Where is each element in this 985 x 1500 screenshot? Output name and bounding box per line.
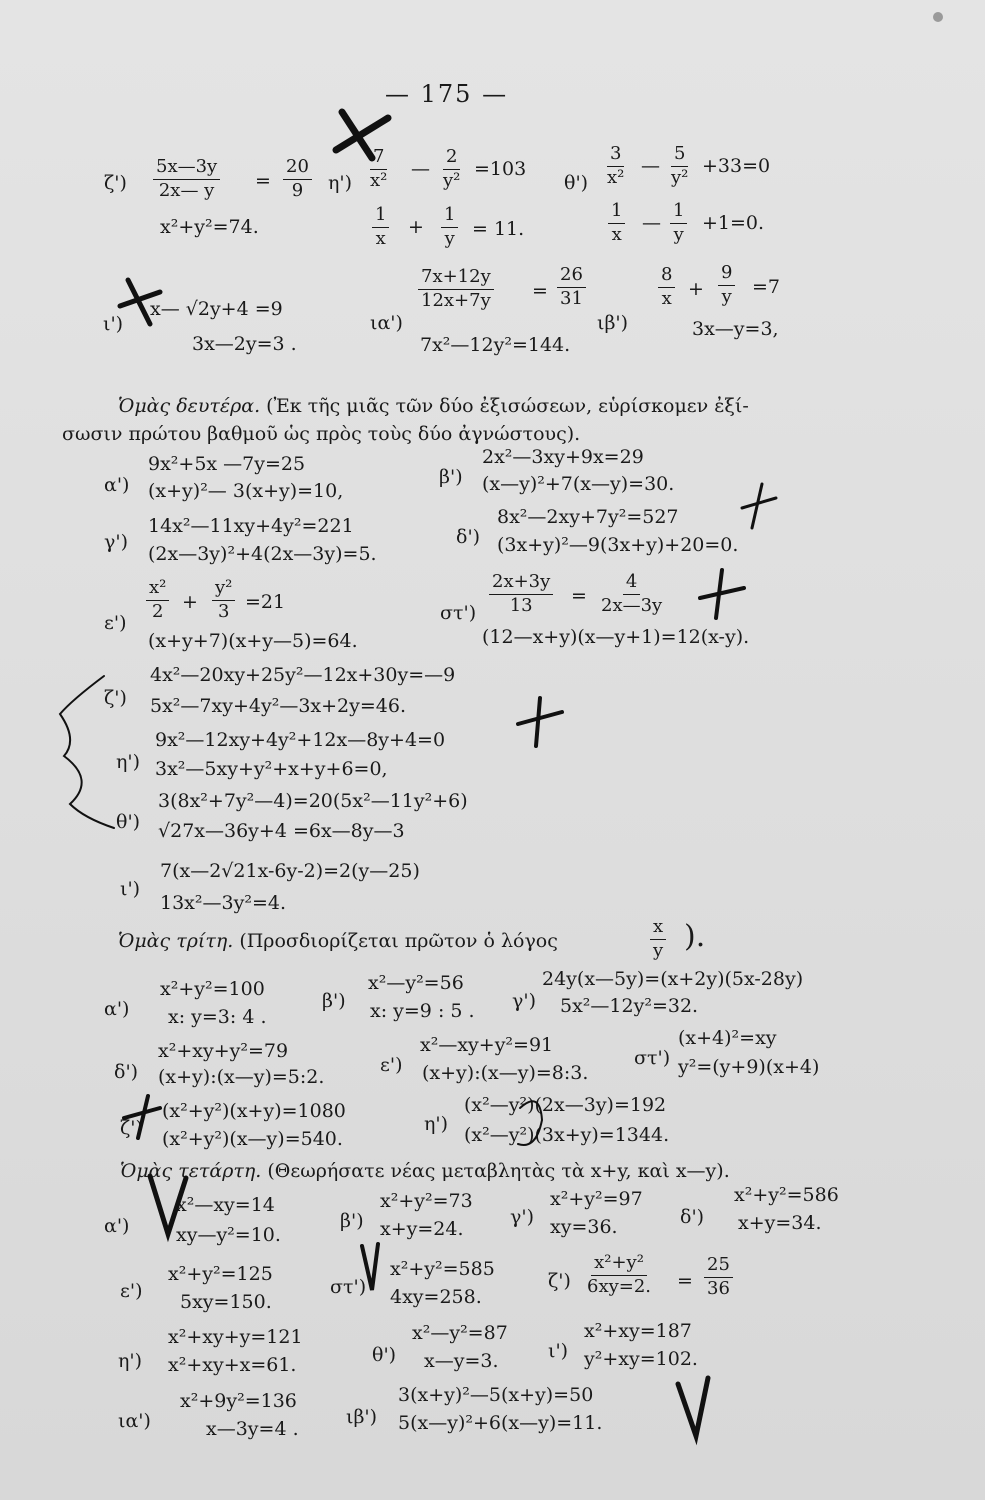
equation: x²+y²=586 [734,1184,839,1206]
equation: (x+y):(x—y)=5:2. [158,1066,325,1088]
equation: 9x²—12xy+4y²+12x—8y+4=0 [155,729,446,751]
numerator: x [650,918,666,940]
label-eta: η') [116,751,141,773]
equation: x²+xy+x=61. [168,1354,297,1376]
equation: 14x²—11xy+4y²=221 [148,515,354,537]
equation: (12—x+y)(x—y+1)=12(x-y). [482,626,750,648]
numerator: 5x—3y [153,158,220,180]
equation-rhs: =103 [474,158,527,180]
equation: x²+xy+y²=79 [158,1040,289,1062]
equation: 2x²—3xy+9x=29 [482,446,644,468]
cross-mark [518,698,562,746]
denominator: x² [607,166,625,188]
denominator: 12x+7y [421,289,491,311]
equation: 13x²—3y²=4. [160,892,286,914]
denominator: x [661,287,672,309]
denominator: y [721,285,732,307]
numerator: 20 [283,158,312,180]
label-iota: ι') [103,313,124,335]
equation-rhs: +1=0. [702,212,765,234]
numerator: 5 [671,145,688,167]
section-description: σωσιν πρώτου βαθμοῦ ὡς πρὸς τοὺς δύο ἀγνώστους). [62,423,581,445]
equation: x: y=3: 4 . [168,1006,267,1028]
equation: x²—y²=87 [412,1322,508,1344]
denominator: y [444,227,455,249]
denominator: x [611,223,622,245]
label-epsilon: ε') [104,612,127,634]
plus-sign: + [408,216,424,238]
equation: 5xy=150. [180,1291,272,1313]
numerator: 8 [658,266,675,288]
equation: (x+y)²— 3(x+y)=10, [148,480,344,502]
label-epsilon: ε') [380,1054,403,1076]
label-gamma: γ') [512,990,536,1012]
denominator: 9 [291,179,304,201]
numerator: 1 [670,202,687,224]
section-title: Ὁμὰς τετάρτη. [120,1160,262,1182]
equation: x²+xy=187 [584,1320,692,1342]
label-delta: δ') [456,526,481,548]
plus-sign: + [688,278,704,300]
equation: x²+y²=125 [168,1263,273,1285]
label-theta: θ') [372,1344,397,1366]
numerator: 2x+3y [489,573,553,595]
equation: (3x+y)²—9(3x+y)+20=0. [497,534,739,556]
section-description: (Προσδιορίζεται πρῶτον ὁ λόγος [239,930,558,952]
label-zeta: ζ') [104,687,127,709]
check-mark [150,1176,186,1234]
label-alpha: α') [104,1215,130,1237]
section-title: Ὁμὰς τρίτη. [118,930,234,952]
equation: x+y=24. [380,1218,464,1240]
label-alpha: α') [104,474,130,496]
label-beta: β') [322,990,346,1012]
label-theta: θ') [116,811,141,833]
denominator: y [673,223,684,245]
label-delta: δ') [114,1061,139,1083]
equation: x: y=9 : 5 . [370,1000,475,1022]
equation: x²+y²=73 [380,1190,473,1212]
label-zeta: ζ') [120,1117,143,1139]
equation: 5x²—12y²=32. [560,995,699,1017]
section-description: (Θεωρήσατε νέας μεταβλητὰς τὰ x+y, καὶ x—y). [267,1160,730,1182]
cross-mark [124,1096,160,1138]
label-zeta: ζ') [548,1270,571,1292]
numerator: 1 [372,206,389,228]
equation: 4xy=258. [390,1286,482,1308]
check-mark [678,1378,708,1436]
equation: x²+y²=74. [160,216,259,238]
denominator: 13 [509,594,533,616]
equation: √27x—36y+4 =6x—8y—3 [158,820,405,842]
brace-mark [60,676,114,828]
check-mark [362,1244,378,1290]
equation: x²+xy+y=121 [168,1326,303,1348]
circle-mark [518,1101,542,1145]
equation: x—3y=4 . [206,1418,299,1440]
equation: 3(8x²+7y²—4)=20(5x²—11y²+6) [158,790,468,812]
equation: x+y=34. [738,1212,822,1234]
equation: (2x—3y)²+4(2x—3y)=5. [148,543,377,565]
label-eta: η') [118,1350,143,1372]
label-beta: β') [439,466,463,488]
equals-sign: = [677,1270,693,1292]
equation: (x²+y²)(x—y)=540. [162,1128,343,1150]
equation: xy—y²=10. [176,1224,281,1246]
denominator: 2 [151,600,164,622]
equation: xy=36. [550,1216,618,1238]
equation: x²+9y²=136 [180,1390,297,1412]
denominator: y² [443,169,461,191]
equation: x—y=3. [424,1350,499,1372]
label-ib: ιβ') [346,1406,378,1428]
label-iota: ι') [120,878,141,900]
equation: (x+4)²=xy [678,1027,777,1049]
equation: (x+y):(x—y)=8:3. [422,1062,589,1084]
label-gamma: γ') [510,1206,534,1228]
equals-sign: = [571,585,587,607]
equation: x²+y²=100 [160,978,265,1000]
numerator: 7 [370,148,387,170]
numerator: 26 [557,266,586,288]
closing-paren: ). [684,919,706,954]
equation-rhs: =7 [752,276,781,298]
label-sigma-tau: στ') [330,1276,367,1298]
equation-rhs: =21 [245,591,286,613]
page-number: — 175 — [385,80,509,108]
label-ia: ια') [370,312,403,334]
equation: y²+xy=102. [584,1348,698,1370]
numerator: x² [146,579,169,601]
equation: 7x²—12y²=144. [420,334,571,356]
equation: x²+y²=97 [550,1188,643,1210]
equals-sign: = [255,170,271,192]
section-title: Ὁμὰς δευτέρα. [118,395,261,417]
equation: 9x²+5x —7y=25 [148,453,306,475]
equation: x— √2y+4 =9 [150,298,283,320]
numerator: 9 [718,264,735,286]
denominator: y² [671,166,689,188]
numerator: 25 [704,1256,733,1278]
denominator: x² [370,169,388,191]
denominator: 3 [217,600,230,622]
denominator: 2x—3y [601,594,663,616]
denominator: 2x— y [158,179,215,201]
equation: 24y(x—5y)=(x+2y)(5x-28y) [542,968,804,990]
equation: 3x—y=3, [692,318,779,340]
equation: 7(x—2√21x-6y-2)=2(y—25) [160,860,420,882]
equation: 4x²—20xy+25y²—12x+30y=—9 [150,664,456,686]
section-description: (Ἐκ τῆς μιᾶς τῶν δύο ἐξισώσεων, εὑρίσκομεν ἐξί- [266,395,749,417]
label-eta: η') [328,172,353,194]
denominator: x [375,227,386,249]
cross-mark [742,484,776,528]
denominator: 36 [707,1277,730,1299]
equation: x²—xy=14 [176,1194,275,1216]
equation: (x²+y²)(x+y)=1080 [162,1100,346,1122]
equals-sign: = [532,280,548,302]
label-sigma-tau: στ') [634,1047,671,1069]
label-zeta: ζ') [104,172,127,194]
label-ia: ια') [118,1410,151,1432]
equation: 3x—2y=3 . [192,333,297,355]
numerator: 4 [623,573,640,595]
label-ib: ιβ') [597,312,629,334]
plus-sign: + [182,591,198,613]
equation: x²—y²=56 [368,972,464,994]
equation: (x—y)²+7(x—y)=30. [482,473,675,495]
label-epsilon: ε') [120,1280,143,1302]
numerator: 2 [443,148,460,170]
label-gamma: γ') [104,531,128,553]
cross-mark [120,280,160,324]
equation: x²+y²=585 [390,1258,495,1280]
numerator: y² [212,579,235,601]
equation: 5x²—7xy+4y²—3x+2y=46. [150,695,406,717]
label-sigma-tau: στ') [440,602,477,624]
equation: y²=(y+9)(x+4) [678,1056,820,1078]
equation: x²—xy+y²=91 [420,1034,554,1056]
numerator: 1 [441,206,458,228]
numerator: 7x+12y [418,268,494,290]
label-theta: θ') [564,172,589,194]
equation: 3x²—5xy+y²+x+y+6=0, [155,758,388,780]
equation: (x²—y²)(2x—3y)=192 [464,1094,667,1116]
denominator: y [653,939,664,961]
label-eta: η') [424,1113,449,1135]
equation: 3(x+y)²—5(x+y)=50 [398,1384,594,1406]
equation-rhs: +33=0 [702,155,771,177]
minus-sign: — [641,155,660,177]
numerator: x²+y² [591,1254,647,1276]
denominator: 6xy=2. [587,1275,652,1297]
cross-mark [700,570,744,618]
label-beta: β') [340,1210,364,1232]
label-delta: δ') [680,1206,705,1228]
label-alpha: α') [104,998,130,1020]
denominator: 31 [560,287,583,309]
equation: (x+y+7)(x+y—5)=64. [148,630,358,652]
equation: 5(x—y)²+6(x—y)=11. [398,1412,603,1434]
label-iota: ι') [548,1340,569,1362]
numerator: 1 [608,202,625,224]
minus-sign: — [411,158,430,180]
numerator: 3 [607,145,624,167]
equation: 8x²—2xy+7y²=527 [497,506,679,528]
minus-sign: — [642,212,661,234]
equation-rhs: = 11. [472,218,525,240]
cross-mark [336,112,388,158]
equation: (x²—y²)(3x+y)=1344. [464,1124,670,1146]
